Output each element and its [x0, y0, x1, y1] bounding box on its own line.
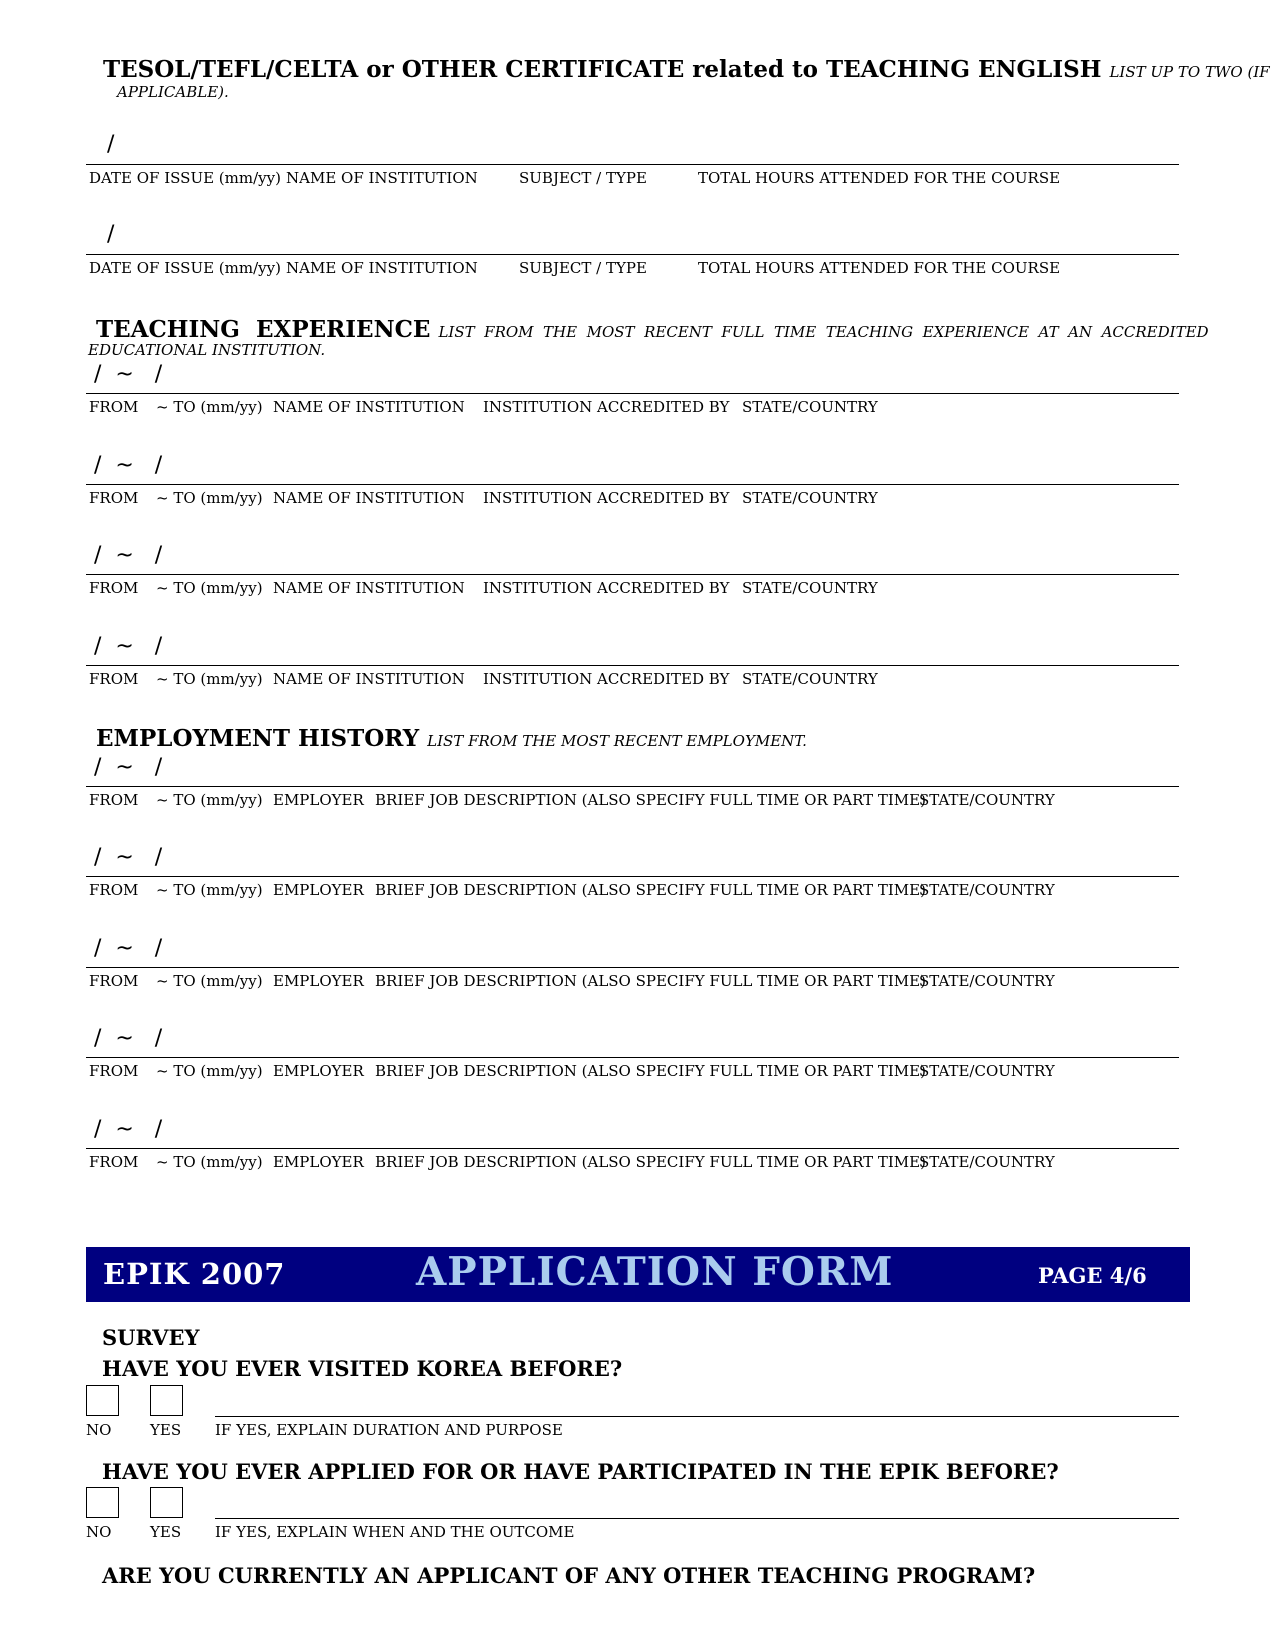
emp-entry-line-1[interactable]: [86, 786, 1179, 787]
emp-employer-label: EMPLOYER: [273, 1153, 364, 1171]
emp-employer-label: EMPLOYER: [273, 881, 364, 899]
teach-from-label: FROM: [89, 670, 139, 688]
banner-form-title: APPLICATION FORM: [416, 1249, 894, 1295]
teach-entry-line-3[interactable]: [86, 574, 1179, 575]
emp-state-label: STATE/COUNTRY: [919, 1153, 1055, 1171]
emp-description-label: BRIEF JOB DESCRIPTION (ALSO SPECIFY FULL TIME OR PART TIME): [375, 1153, 926, 1171]
emp-from-label: FROM: [89, 1062, 139, 1080]
emp-to-label: ~ TO (mm/yy): [156, 791, 263, 809]
teach-state-label: STATE/COUNTRY: [742, 670, 878, 688]
emp-from-label: FROM: [89, 881, 139, 899]
application-banner: [86, 1247, 1190, 1302]
cert-hours-label: TOTAL HOURS ATTENDED FOR THE COURSE: [698, 259, 1061, 277]
emp-employer-label: EMPLOYER: [273, 791, 364, 809]
cert-entry-line-1[interactable]: [86, 164, 1179, 165]
cert-date-slash: /: [107, 132, 115, 157]
emp-date-marks: / ~ /: [94, 1026, 163, 1051]
teach-accredited-label: INSTITUTION ACCREDITED BY: [483, 579, 730, 597]
emp-to-label: ~ TO (mm/yy): [156, 881, 263, 899]
visited-korea-no-checkbox[interactable]: [86, 1385, 119, 1416]
certificate-note-cont: APPLICABLE).: [117, 83, 229, 101]
applied-epik-yes-label: YES: [150, 1523, 182, 1541]
cert-institution-label: NAME OF INSTITUTION: [286, 259, 478, 277]
certificate-note: LIST UP TO TWO (IF: [1109, 63, 1270, 81]
teach-date-marks: / ~ /: [94, 634, 163, 659]
cert-subject-label: SUBJECT / TYPE: [519, 259, 647, 277]
emp-from-label: FROM: [89, 1153, 139, 1171]
teach-to-label: ~ TO (mm/yy): [156, 579, 263, 597]
cert-date-label: DATE OF ISSUE (mm/yy): [89, 259, 281, 277]
emp-description-label: BRIEF JOB DESCRIPTION (ALSO SPECIFY FULL TIME OR PART TIME): [375, 791, 926, 809]
emp-state-label: STATE/COUNTRY: [919, 1062, 1055, 1080]
teach-entry-line-1[interactable]: [86, 393, 1179, 394]
emp-to-label: ~ TO (mm/yy): [156, 972, 263, 990]
emp-description-label: BRIEF JOB DESCRIPTION (ALSO SPECIFY FULL TIME OR PART TIME): [375, 972, 926, 990]
visited-korea-no-label: NO: [86, 1421, 112, 1439]
emp-state-label: STATE/COUNTRY: [919, 791, 1055, 809]
teaching-section-title: [96, 316, 1209, 343]
emp-to-label: ~ TO (mm/yy): [156, 1153, 263, 1171]
employment-title: EMPLOYMENT HISTORY: [96, 725, 420, 752]
question-other-program: ARE YOU CURRENTLY AN APPLICANT OF ANY OTHER TEACHING PROGRAM?: [102, 1563, 1036, 1588]
cert-entry-line-2[interactable]: [86, 254, 1179, 255]
visited-korea-explain-line[interactable]: [215, 1416, 1179, 1417]
emp-employer-label: EMPLOYER: [273, 1062, 364, 1080]
emp-description-label: BRIEF JOB DESCRIPTION (ALSO SPECIFY FULL TIME OR PART TIME): [375, 881, 926, 899]
employment-section-title: [96, 725, 807, 752]
teaching-note: LIST FROM THE MOST RECENT FULL TIME TEACHING EXPERIENCE AT AN ACCREDITED: [438, 323, 1209, 341]
teach-institution-label: NAME OF INSTITUTION: [273, 579, 465, 597]
applied-epik-no-label: NO: [86, 1523, 112, 1541]
emp-date-marks: / ~ /: [94, 845, 163, 870]
teach-entry-line-2[interactable]: [86, 484, 1179, 485]
teaching-title: TEACHING EXPERIENCE: [96, 316, 431, 343]
teach-state-label: STATE/COUNTRY: [742, 579, 878, 597]
visited-korea-yes-checkbox[interactable]: [150, 1385, 183, 1416]
teach-accredited-label: INSTITUTION ACCREDITED BY: [483, 489, 730, 507]
teach-institution-label: NAME OF INSTITUTION: [273, 670, 465, 688]
teach-institution-label: NAME OF INSTITUTION: [273, 398, 465, 416]
teach-state-label: STATE/COUNTRY: [742, 489, 878, 507]
emp-entry-line-5[interactable]: [86, 1148, 1179, 1149]
emp-description-label: BRIEF JOB DESCRIPTION (ALSO SPECIFY FULL TIME OR PART TIME): [375, 1062, 926, 1080]
teach-date-marks: / ~ /: [94, 543, 163, 568]
emp-entry-line-4[interactable]: [86, 1057, 1179, 1058]
emp-entry-line-3[interactable]: [86, 967, 1179, 968]
teaching-note-cont: EDUCATIONAL INSTITUTION.: [88, 341, 326, 359]
applied-epik-yes-checkbox[interactable]: [150, 1487, 183, 1518]
cert-hours-label: TOTAL HOURS ATTENDED FOR THE COURSE: [698, 169, 1061, 187]
teach-from-label: FROM: [89, 579, 139, 597]
certificate-title: TESOL/TEFL/CELTA or OTHER CERTIFICATE related to TEACHING ENGLISH: [103, 56, 1102, 83]
visited-korea-yes-label: YES: [150, 1421, 182, 1439]
applied-epik-explain-label: IF YES, EXPLAIN WHEN AND THE OUTCOME: [215, 1523, 575, 1541]
banner-page-number: PAGE 4/6: [1038, 1263, 1147, 1288]
teach-to-label: ~ TO (mm/yy): [156, 489, 263, 507]
visited-korea-explain-label: IF YES, EXPLAIN DURATION AND PURPOSE: [215, 1421, 563, 1439]
teach-date-marks: / ~ /: [94, 362, 163, 387]
teach-to-label: ~ TO (mm/yy): [156, 398, 263, 416]
emp-from-label: FROM: [89, 972, 139, 990]
cert-date-label: DATE OF ISSUE (mm/yy): [89, 169, 281, 187]
teach-state-label: STATE/COUNTRY: [742, 398, 878, 416]
teach-accredited-label: INSTITUTION ACCREDITED BY: [483, 670, 730, 688]
emp-date-marks: / ~ /: [94, 755, 163, 780]
cert-institution-label: NAME OF INSTITUTION: [286, 169, 478, 187]
teach-accredited-label: INSTITUTION ACCREDITED BY: [483, 398, 730, 416]
teach-to-label: ~ TO (mm/yy): [156, 670, 263, 688]
applied-epik-explain-line[interactable]: [215, 1518, 1179, 1519]
teach-institution-label: NAME OF INSTITUTION: [273, 489, 465, 507]
emp-date-marks: / ~ /: [94, 936, 163, 961]
teach-date-marks: / ~ /: [94, 453, 163, 478]
survey-title: SURVEY: [102, 1325, 200, 1350]
emp-state-label: STATE/COUNTRY: [919, 972, 1055, 990]
emp-date-marks: / ~ /: [94, 1117, 163, 1142]
emp-to-label: ~ TO (mm/yy): [156, 1062, 263, 1080]
emp-entry-line-2[interactable]: [86, 876, 1179, 877]
teach-entry-line-4[interactable]: [86, 665, 1179, 666]
teach-from-label: FROM: [89, 398, 139, 416]
applied-epik-no-checkbox[interactable]: [86, 1487, 119, 1518]
emp-from-label: FROM: [89, 791, 139, 809]
question-applied-epik: HAVE YOU EVER APPLIED FOR OR HAVE PARTICIPATED IN THE EPIK BEFORE?: [102, 1459, 1059, 1484]
certificate-section-title: [103, 56, 1270, 83]
emp-state-label: STATE/COUNTRY: [919, 881, 1055, 899]
banner-program: EPIK 2007: [103, 1257, 286, 1291]
emp-employer-label: EMPLOYER: [273, 972, 364, 990]
teach-from-label: FROM: [89, 489, 139, 507]
cert-date-slash: /: [107, 222, 115, 247]
employment-note: LIST FROM THE MOST RECENT EMPLOYMENT.: [427, 732, 807, 750]
cert-subject-label: SUBJECT / TYPE: [519, 169, 647, 187]
question-visited-korea: HAVE YOU EVER VISITED KOREA BEFORE?: [102, 1356, 623, 1381]
